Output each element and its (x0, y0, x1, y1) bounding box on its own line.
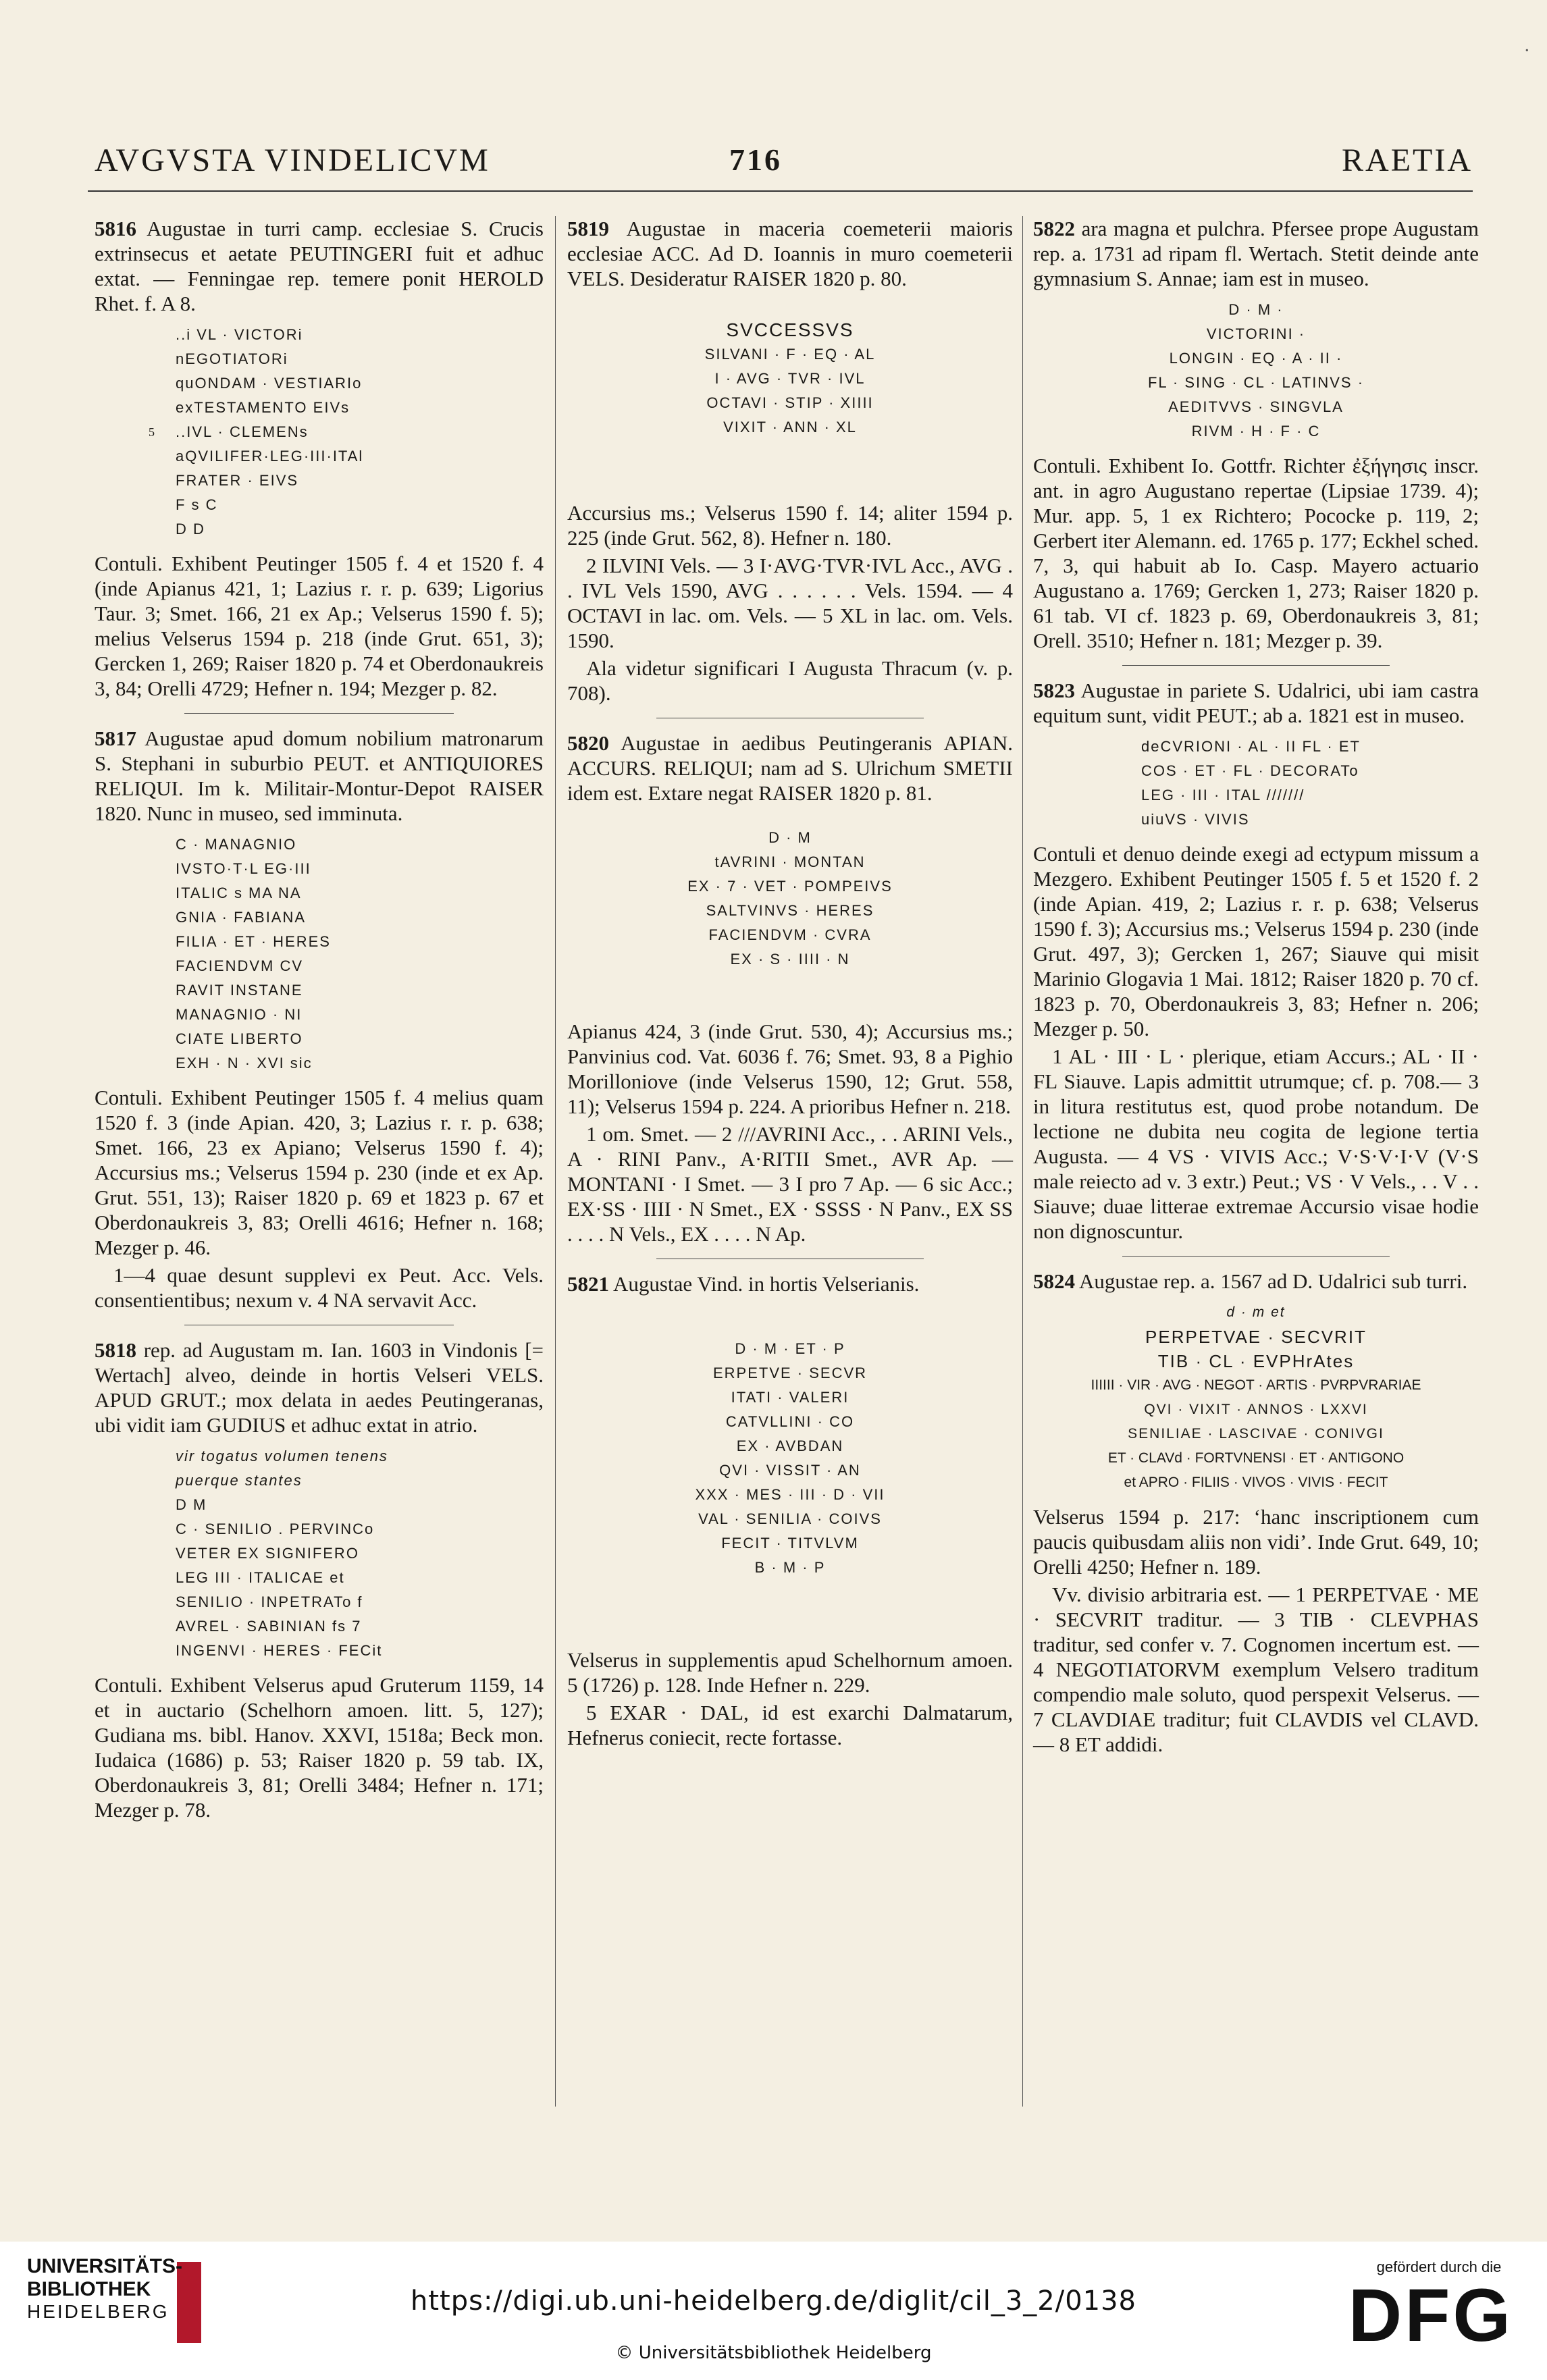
inscription-line: C · MANAGNIO (176, 836, 297, 853)
entry-number: 5822 (1033, 217, 1075, 240)
page-number: 716 (729, 142, 782, 177)
inscription-line: RIVM · H · F · C (1191, 423, 1321, 440)
inscription-line: GNIA · FABIANA (176, 909, 307, 926)
dfg-logo[interactable]: DFG (1348, 2274, 1513, 2357)
inscription-line: FILIA · ET · HERES (176, 933, 331, 950)
inscription-line: D D (176, 521, 205, 537)
entry-5822-head (1033, 216, 1479, 291)
inscription-line: D · M (768, 829, 812, 846)
entry-commentary: Contuli. Exhibent Velserus apud Gruterum 1159, 14 et in auctario (Schelhorn amoen. litt. 5, 127); Gudiana ms. bibl. Hanov. XXVI, 1518a; Beck mon. Iudaica (1686) p. 53; Raiser 1820 p. 59 tab. IX, Oberdonaukreis 3, 81; Orelli 3484; Hefner n. 171; Mezger p. 78. (95, 1673, 544, 1822)
inscription-5823 (1033, 735, 1479, 832)
entry-note: 1 AL · III · L · plerique, etiam Accurs.; AL · II · FL Siauve. Lapis admittit utrumque; cf. p. 708.— 3 in litura restitutus est, quod probe notandum. De lectione ne dubita neu cogita de legione tertia Augusta. — 4 VS · VIVIS Acc.; V·S·V·I·V (V·S male reiecto ad v. 3 extr.) Peut.; VS · V Vels., . . V . . Siauve; duae litterae extremae Accursio visae hodie non dignoscuntur. (1033, 1044, 1479, 1243)
entry-commentary: Accursius ms.; Velserus 1590 f. 14; aliter 1594 p. 225 (inde Grut. 562, 8). Hefner n. 180. (567, 501, 1013, 550)
inscription-line: CIATE LIBERTO (176, 1030, 303, 1047)
entry-note: 5 EXAR · DAL, id est exarchi Dalmatarum, Hefnerus coniecit, recte fortasse. (567, 1701, 1013, 1749)
inscription-line: VAL · SENILIA · COIVS (698, 1510, 882, 1527)
entry-commentary: Apianus 424, 3 (inde Grut. 530, 4); Accursius ms.; Panvinius cod. Vat. 6036 f. 76; Smet. 93, 8 a Pighio Morilloniove (inde Velserus 1590, 12; Grut. 558, 11); Velserus 1594 p. 224. A prioribus Hefner n. 218. (567, 1020, 1013, 1118)
column-middle (567, 216, 1013, 1753)
entry-text: Augustae in maceria coemeterii maioris ecclesiae ACC. Ad D. Ioannis in muro coemeterii VELS. Desideratur RAISER 1820 p. 80. (567, 217, 1014, 290)
entry-commentary: Velserus 1594 p. 217: ‘hanc inscriptionem cum paucis quibusdam aliis non vidi’. Inde Grut. 649, 10; Orelli 4250; Hefner n. 189. (1033, 1505, 1479, 1579)
entry-text: Augustae in aedibus Peutingeranis APIAN. ACCURS. RELIQUI; nam ad S. Ulrichum SMETII idem est. Extare negat RAISER 1820 p. 81. (567, 731, 1013, 805)
inscription-line: C · SENILIO . PERVINCo (176, 1520, 375, 1537)
entry-text: Augustae rep. a. 1567 ad D. Udalrici sub turri. (1079, 1269, 1468, 1293)
inscription-5818 (95, 1444, 544, 1663)
entry-number: 5824 (1033, 1269, 1075, 1293)
inscription-line: OCTAVI · STIP · XIIII (706, 394, 874, 411)
inscription-line: vir togatus volumen tenens (176, 1448, 388, 1464)
inscription-line: PERPETVAE · SECVRIT (1145, 1327, 1367, 1347)
inscription-line: INGENVI · HERES · FECit (176, 1642, 383, 1659)
funder-note: gefördert durch die (1376, 2258, 1502, 2275)
entry-note: Ala videtur significari I Augusta Thracum (v. p. 708). (567, 656, 1013, 705)
entry-number: 5820 (567, 731, 609, 755)
inscription-line: IVSTO·T·L EG·III (176, 860, 311, 877)
inscription-line: I · AVG · TVR · IVL (714, 370, 866, 387)
entry-commentary: Contuli. Exhibent Peutinger 1505 f. 4 melius quam 1520 f. 3 (inde Apian. 420, 3; Lazius r. r. p. 638; Smet. 166, 23 ex Apiano; Velserus 1590 f. 4); Accursius ms.; Velserus 1594 p. 230 (inde et ex Ap. Grut. 551, 13); Raiser 1820 p. 69 et 1823 p. 67 et Oberdonaukreis 3, 83; Orelli 4616; Hefner n. 168; Mezger p. 46. (95, 1086, 544, 1259)
inscription-line: EXH · N · XVI sic (176, 1055, 313, 1072)
entry-text: Augustae in pariete S. Udalrici, ubi iam castra equitum sunt, vidit PEUT.; ab a. 1821 est in museo. (1033, 679, 1479, 727)
inscription-line: SENILIO · INPETRATo f (176, 1593, 363, 1610)
entry-5819-head (567, 216, 1013, 291)
pencil-mark: · (1523, 41, 1530, 61)
inscription-line: VIXIT · ANN · XL (723, 419, 857, 435)
inscription-line: AEDITVVS · SINGVLA (1168, 398, 1344, 415)
inscription-line: SVCCESSVS (726, 319, 854, 340)
inscription-line: EX · AVBDAN (736, 1437, 844, 1454)
entry-divider (1122, 1256, 1390, 1257)
inscription-5824 (1033, 1300, 1479, 1495)
inscription-line: deCVRIONI · AL · II FL · ET (1141, 738, 1361, 755)
inscription-line: et APRO · FILIIS · VIVOS · VIVIS · FECIT (1124, 1475, 1388, 1490)
inscription-5816 (95, 323, 544, 541)
entry-5824-head (1033, 1269, 1479, 1294)
inscription-line: F s C (176, 496, 218, 513)
entry-text: ara magna et pulchra. Pfersee prope Augustam rep. a. 1731 ad ripam fl. Wertach. Stetit deinde ante gymnasium S. Annae; iam est in museo. (1033, 217, 1479, 290)
inscription-line: aQVILIFER·LEG·III·ITAl (176, 448, 364, 465)
entry-5816-head (95, 216, 544, 316)
inscription-line: TIB · CL · EVPHrAtes (1157, 1351, 1355, 1371)
column-right (1033, 216, 1479, 1760)
inscription-line: ET · CLAVd · FORTVNENSI · ET · ANTIGONO (1107, 1450, 1405, 1466)
entry-5823-head (1033, 678, 1479, 728)
entry-5818-head (95, 1338, 544, 1437)
entry-text: Augustae in turri camp. ecclesiae S. Crucis extrinsecus et aetate PEUTINGERI fuit et adhuc extat. — Fenningae rep. temere ponit HEROLD Rhet. f. A 8. (95, 217, 544, 315)
inscription-line: FACIENDVM CV (176, 957, 304, 974)
column-divider-1 (555, 216, 556, 2107)
inscription-line: exTESTAMENTO EIVs (176, 399, 350, 416)
column-divider-2 (1022, 216, 1023, 2107)
inscription-line: QVI · VISSIT · AN (719, 1462, 861, 1479)
column-left (95, 216, 544, 1825)
inscription-line: FL · SING · CL · LATINVS · (1147, 374, 1365, 391)
inscription-line: CATVLLINI · CO (725, 1413, 855, 1430)
running-head-left: AVGVSTA VINDELICVM (95, 142, 490, 178)
inscription-5817 (95, 832, 544, 1076)
copyright-notice: © Universitätsbibliothek Heidelberg (615, 2343, 932, 2363)
inscription-line: FRATER · EIVS (176, 472, 299, 489)
inscription-line: SILVANI · F · EQ · AL (704, 346, 876, 363)
library-name-line1: UNIVERSITÄTS- (27, 2255, 183, 2277)
inscription-line: LONGIN · EQ · A · II · (1169, 350, 1343, 367)
entry-divider (184, 713, 454, 714)
inscription-line: SALTVINVS · HERES (706, 902, 874, 919)
inscription-line: ITATI · VALERI (731, 1389, 849, 1406)
inscription-line: IIIIII · VIR · AVG · NEGOT · ARTIS · PVRPVRARIAE (1091, 1377, 1421, 1393)
entry-note: 1 om. Smet. — 2 ///AVRINI Acc., . . ARINI Vels., A · RINI Panv., A·RITII Smet., AVR Ap. — MONTANI · I Smet. — 3 I pro 7 Ap. — 6 sic Acc.; EX·SS · IIII · N Smet., EX · SSSS · N Panv., EX SS . . . . N Vels., EX . . . . N Ap. (567, 1122, 1013, 1246)
inscription-line: EX · S · IIII · N (730, 951, 850, 968)
entry-number: 5819 (567, 217, 609, 240)
library-name-line2: BIBLIOTHEK (27, 2278, 151, 2300)
inscription-line: FACIENDVM · CVRA (708, 926, 872, 943)
inscription-5821 (567, 1337, 1013, 1580)
inscription-line: VICTORINI · (1206, 325, 1306, 342)
inscription-line: d · m et (1226, 1304, 1286, 1320)
entry-text: rep. ad Augustam m. Ian. 1603 in Vindonis [= Wertach] alveo, deinde in hortis Velseri VELS. APUD GRUT.; mox delata in aedes Peutingeranas, ubi vidit iam GUDIUS et adhuc extat in atrio. (95, 1338, 544, 1437)
inscription-line: LEG III · ITALICAE et (176, 1569, 345, 1586)
entry-number: 5821 (567, 1272, 609, 1296)
inscription-line: MANAGNIO · NI (176, 1006, 303, 1023)
inscription-5822 (1033, 298, 1479, 444)
entry-text: Augustae apud domum nobilium matronarum S. Stephani in suburbio PEUT. et ANTIQUIORES RELIQUI. Im k. Militair-Montur-Depot RAISER 1820. Nunc in museo, sed imminuta. (95, 726, 544, 825)
inscription-line: D · M · ET · P (735, 1340, 845, 1357)
inscription-line: uiuVS · VIVIS (1141, 811, 1250, 828)
inscription-line: nEGOTIATORi (176, 350, 288, 367)
inscription-line: 5 ..IVL · CLEMENs (176, 420, 544, 444)
entry-divider (1122, 665, 1390, 666)
inscription-line: QVI · VIXIT · ANNOS · LXXVI (1144, 1402, 1368, 1417)
entry-number: 5818 (95, 1338, 136, 1362)
inscription-line: SENILIAE · LASCIVAE · CONIVGI (1128, 1426, 1384, 1442)
inscription-line: puerque stantes (176, 1472, 303, 1489)
inscription-line: ERPETVE · SECVR (712, 1365, 868, 1381)
inscription-line: quONDAM · VESTIARIo (176, 375, 363, 392)
entry-commentary: Velserus in supplementis apud Schelhornum amoen. 5 (1726) p. 128. Inde Hefner n. 229. (567, 1648, 1013, 1697)
entry-number: 5816 (95, 217, 136, 240)
inscription-line: RAVIT INSTANE (176, 982, 303, 999)
inscription-line: VETER EX SIGNIFERO (176, 1545, 359, 1562)
entry-note: 1—4 quae desunt supplevi ex Peut. Acc. Vels. consentientibus; nexum v. 4 NA servavit Acc. (95, 1263, 544, 1312)
entry-note: 2 ILVINI Vels. — 3 I·AVG·TVR·IVL Acc., AVG . . IVL Vels 1590, AVG . . . . . . Vels. 1594. — 4 OCTAVI in lac. om. Vels. — 5 XL in lac. om. Vels. 1590. (567, 554, 1013, 652)
inscription-line: LEG · III · ITAL /////// (1141, 787, 1305, 803)
inscription-line: FECIT · TITVLVM (721, 1535, 859, 1552)
inscription-line: D · M · (1228, 301, 1284, 318)
library-name-line3: HEIDELBERG (27, 2301, 169, 2322)
inscription-line: ..i VL · VICTORi (176, 326, 303, 343)
inscription-line: XXX · MES · III · D · VII (695, 1486, 885, 1503)
entry-note: Vv. divisio arbitraria est. — 1 PERPETVAE · ME · SECVRIT traditur. — 3 TIB · CLEVPHAS traditur, sed confer v. 7. Cognomen incertum est. — 4 NEGOTIATORVM exemplum Velsero traditum compendio male soluto, quod perspexit Velserus. — 7 CLAVDIAE traditur; fuit CLAVDIS vel CLAVD. — 8 ET addidi. (1033, 1583, 1479, 1756)
entry-5817-head (95, 726, 544, 826)
inscription-line: tAVRINI · MONTAN (714, 853, 866, 870)
entry-text: Augustae Vind. in hortis Velserianis. (613, 1272, 920, 1296)
running-head-right: RAETIA (1342, 142, 1473, 178)
inscription-line: ITALIC s MA NA (176, 884, 302, 901)
entry-number: 5817 (95, 726, 136, 750)
inscription-5820 (567, 826, 1013, 972)
entry-5820-head (567, 731, 1013, 805)
entry-commentary: Contuli. Exhibent Peutinger 1505 f. 4 et 1520 f. 4 (inde Apianus 421, 1; Lazius r. r. p. 639; Ligorius Taur. 3; Smet. 166, 21 ex Ap.; Velserus 1590 f. 5); melius Velserus 1594 p. 218 (inde Grut. 651, 3); Gercken 1, 269; Raiser 1820 p. 74 et Oberdonaukreis 3, 84; Orelli 4729; Hefner n. 194; Mezger p. 82. (95, 552, 544, 700)
inscription-line: D M (176, 1496, 207, 1513)
entry-number: 5823 (1033, 679, 1075, 702)
inscription-5819 (567, 318, 1013, 440)
header-rule (88, 190, 1473, 192)
inscription-line: B · M · P (754, 1559, 826, 1576)
permalink-url[interactable]: https://digi.ub.uni-heidelberg.de/diglit/cil_3_2/0138 (411, 2285, 1136, 2317)
inscription-line: AVREL · SABINIAN fs 7 (176, 1618, 362, 1635)
entry-commentary: Contuli et denuo deinde exegi ad ectypum missum a Mezgero. Exhibent Peutinger 1505 f. 5 et 1520 f. 2 (inde Apian. 419, 2; Lazius r. r. p. 638; Velserus 1590 f. 3); Accursius ms.; Velserus 1594 p. 230 (inde Grut. 497, 3); Gercken 1, 267; Siauve qui misit Marinio Glogavia 1 Mai. 1812; Raiser 1820 p. 70 cf. 1823 p. 70, Oberdonaukreis 3, 83; Hefner n. 206; Mezger p. 50. (1033, 842, 1479, 1040)
entry-5821-head (567, 1271, 1013, 1296)
inscription-line: EX · 7 · VET · POMPEIVS (687, 878, 893, 895)
inscription-line: COS · ET · FL · DECORATo (1141, 762, 1359, 779)
entry-commentary: Contuli. Exhibent Io. Gottfr. Richter ἐξήγησις inscr. ant. in agro Augustano repertae (Lipsiae 1739. 4); Mur. app. 5, 1 ex Richtero; Pococke p. 119, 2; Gerbert iter Alemann. ed. 1765 p. 177; Eckhel sched. 7, 3, qui habuit ab Io. Casp. Mayero actuario Augustano a. 1769; Gercken 1, 273; Raiser 1820 p. 61 tab. VI cf. 1823 p. 69, Oberdonaukreis 3, 81; Orell. 3510; Hefner n. 181; Mezger p. 39. (1033, 454, 1479, 652)
line-number: 5 (149, 425, 156, 439)
